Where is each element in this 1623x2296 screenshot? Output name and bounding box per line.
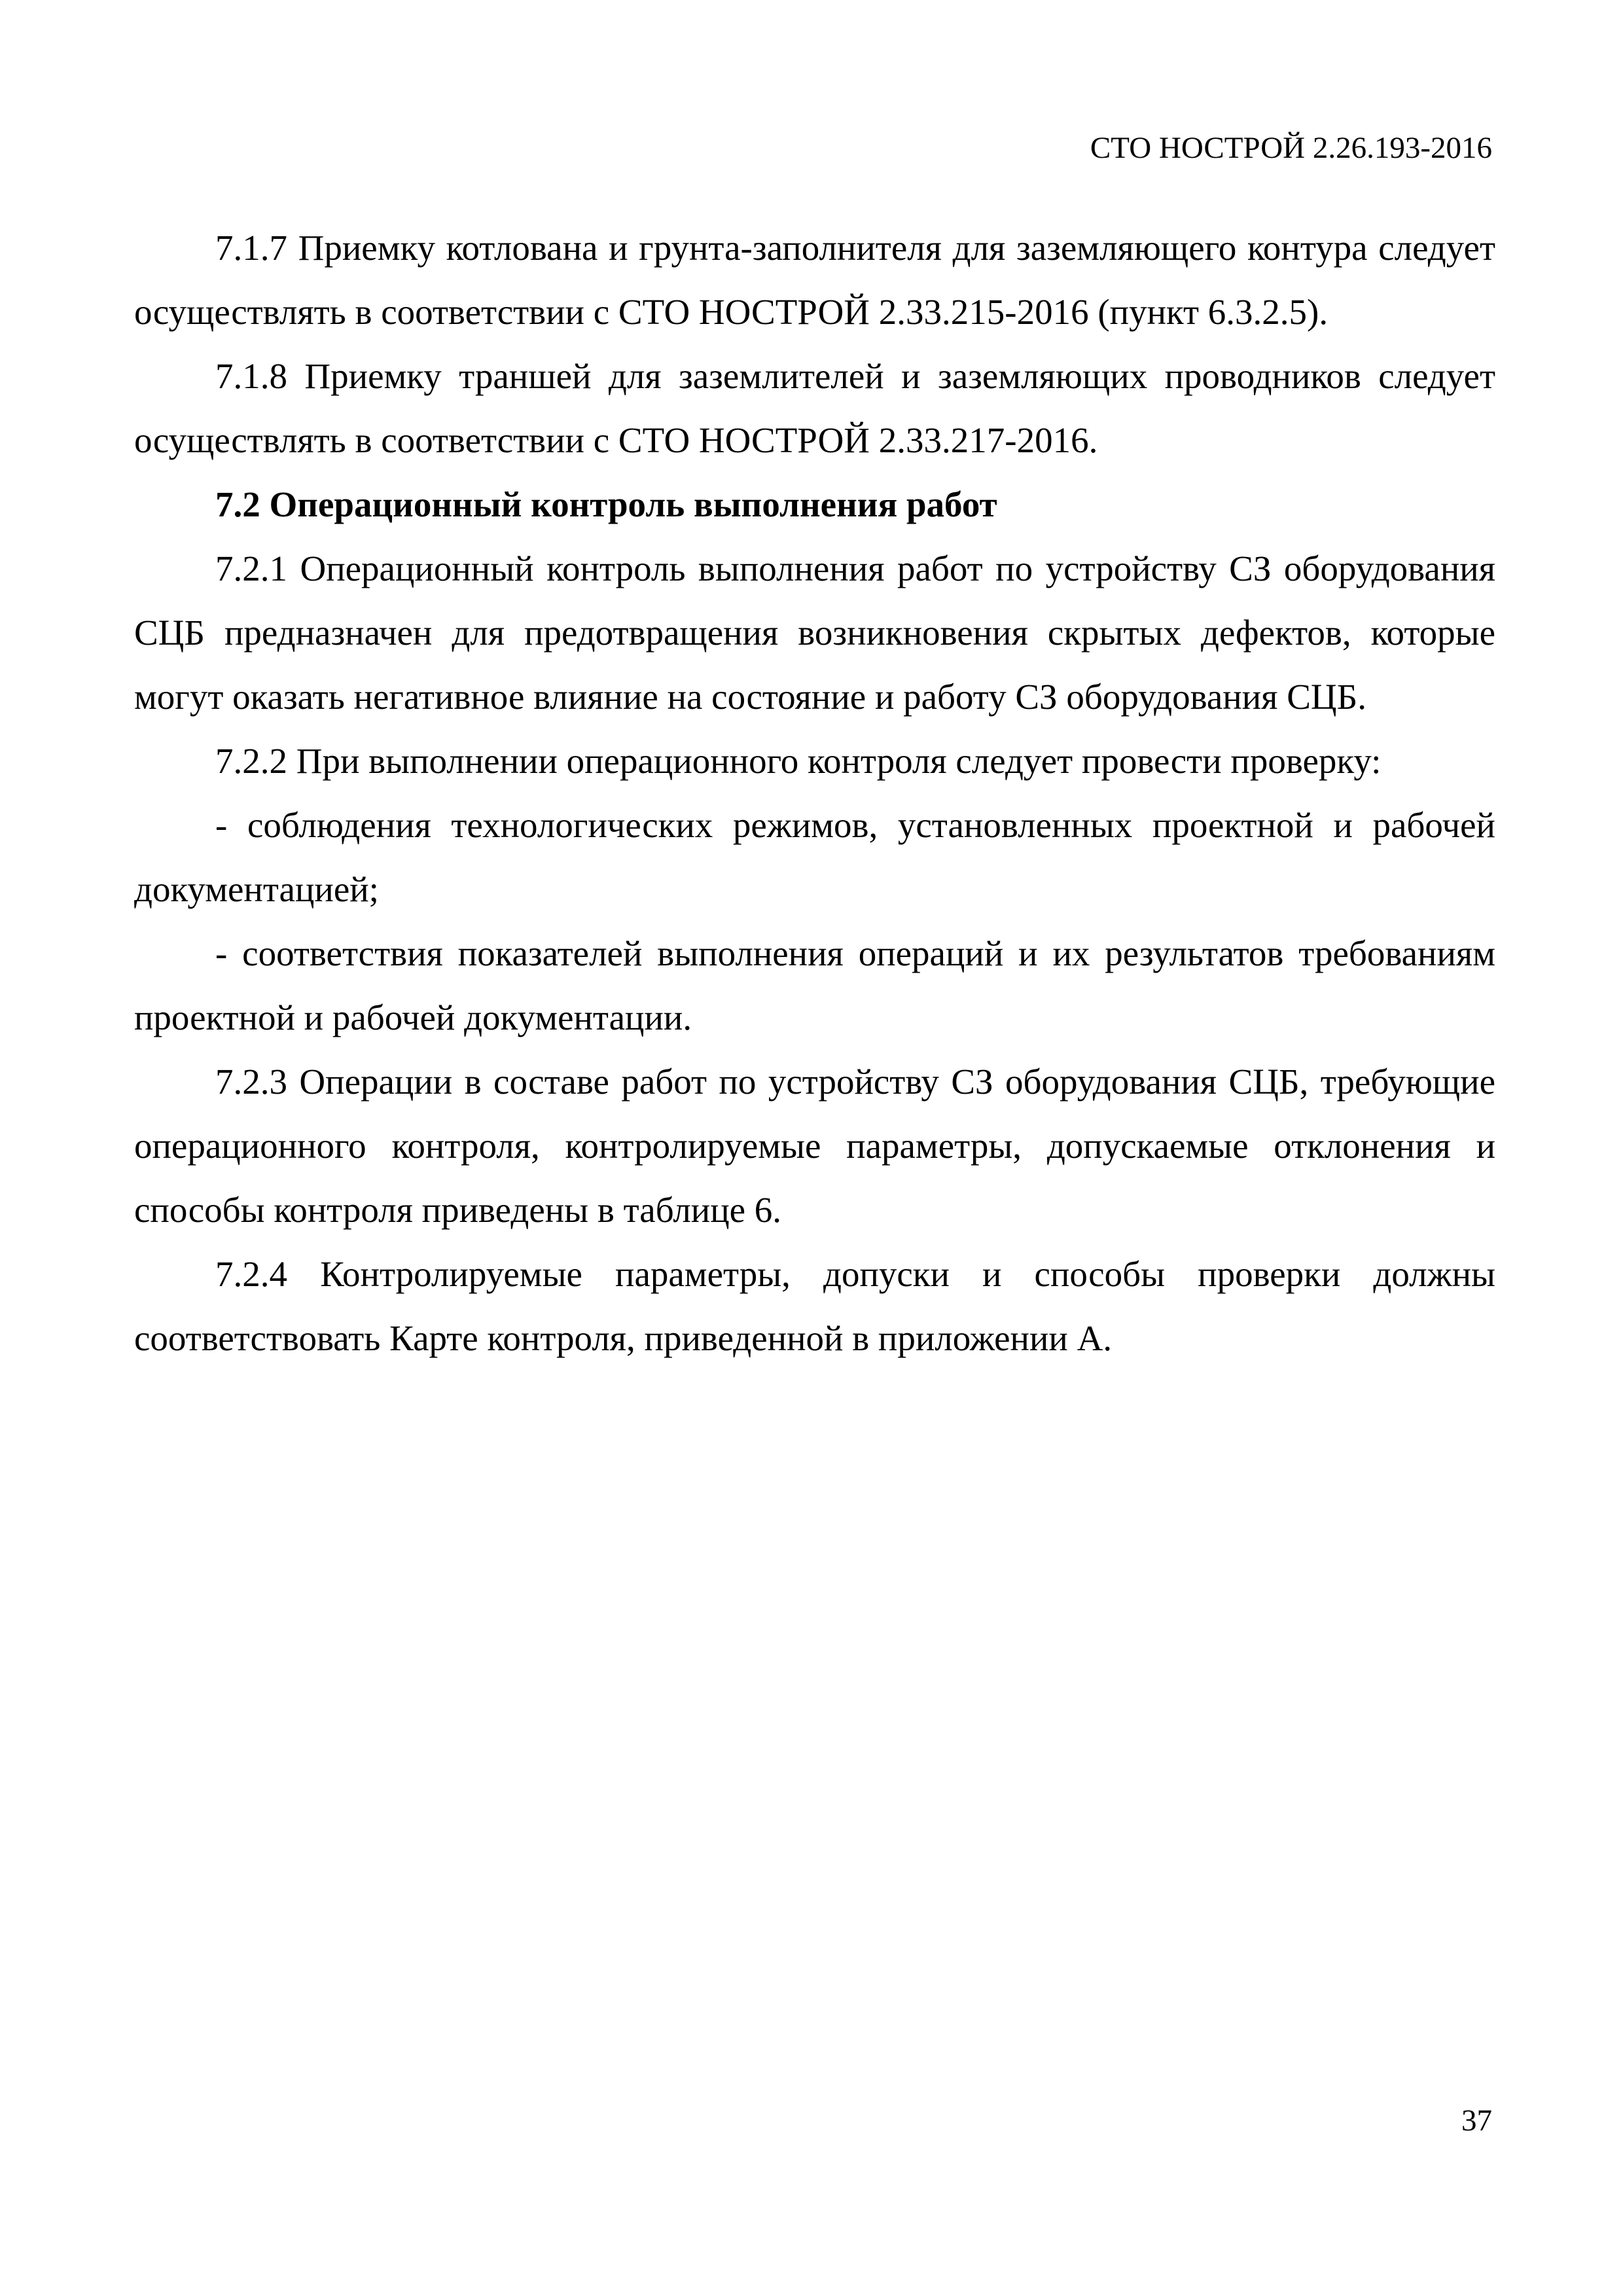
page-number: 37 xyxy=(1461,2104,1492,2138)
list-item-operation-indicators: - соответствия показателей выполнения операций и их результатов требованиям проектной и рабочей документации. xyxy=(134,933,1495,1037)
paragraph-7-1-8: 7.1.8 Приемку траншей для заземлителей и заземляющих проводников следует осуществлять в соответствии с СТО НОСТРОЙ 2.33.217-2016. xyxy=(134,356,1495,460)
section-heading-7-2: 7.2 Операционный контроль выполнения работ xyxy=(215,484,997,524)
paragraph-7-2-3: 7.2.3 Операции в составе работ по устройству СЗ оборудования СЦБ, требующие операционного контроля, контролируемые параметры, допускаемые отклонения и способы контроля приведены в таблице 6. xyxy=(134,1062,1495,1230)
paragraph-7-1-7: 7.1.7 Приемку котлована и грунта-заполнителя для заземляющего контура следует осуществлять в соответствии с СТО НОСТРОЙ 2.33.215-2016 (пункт 6.3.2.5). xyxy=(134,228,1495,332)
document-body xyxy=(134,216,1495,1371)
paragraph-7-2-4: 7.2.4 Контролируемые параметры, допуски и способы проверки должны соответствовать Карте контроля, приведенной в приложении А. xyxy=(134,1254,1495,1358)
document-code-header: СТО НОСТРОЙ 2.26.193-2016 xyxy=(1090,131,1492,165)
paragraph-7-2-2: 7.2.2 При выполнении операционного контроля следует провести проверку: xyxy=(215,741,1382,781)
paragraph-7-2-1: 7.2.1 Операционный контроль выполнения работ по устройству СЗ оборудования СЦБ предназначен для предотвращения возникновения скрытых дефектов, которые могут оказать негативное влияние на состояние и работу СЗ оборудования СЦБ. xyxy=(134,548,1495,717)
list-item-technological-modes: - соблюдения технологических режимов, установленных проектной и рабочей документацией; xyxy=(134,805,1495,909)
